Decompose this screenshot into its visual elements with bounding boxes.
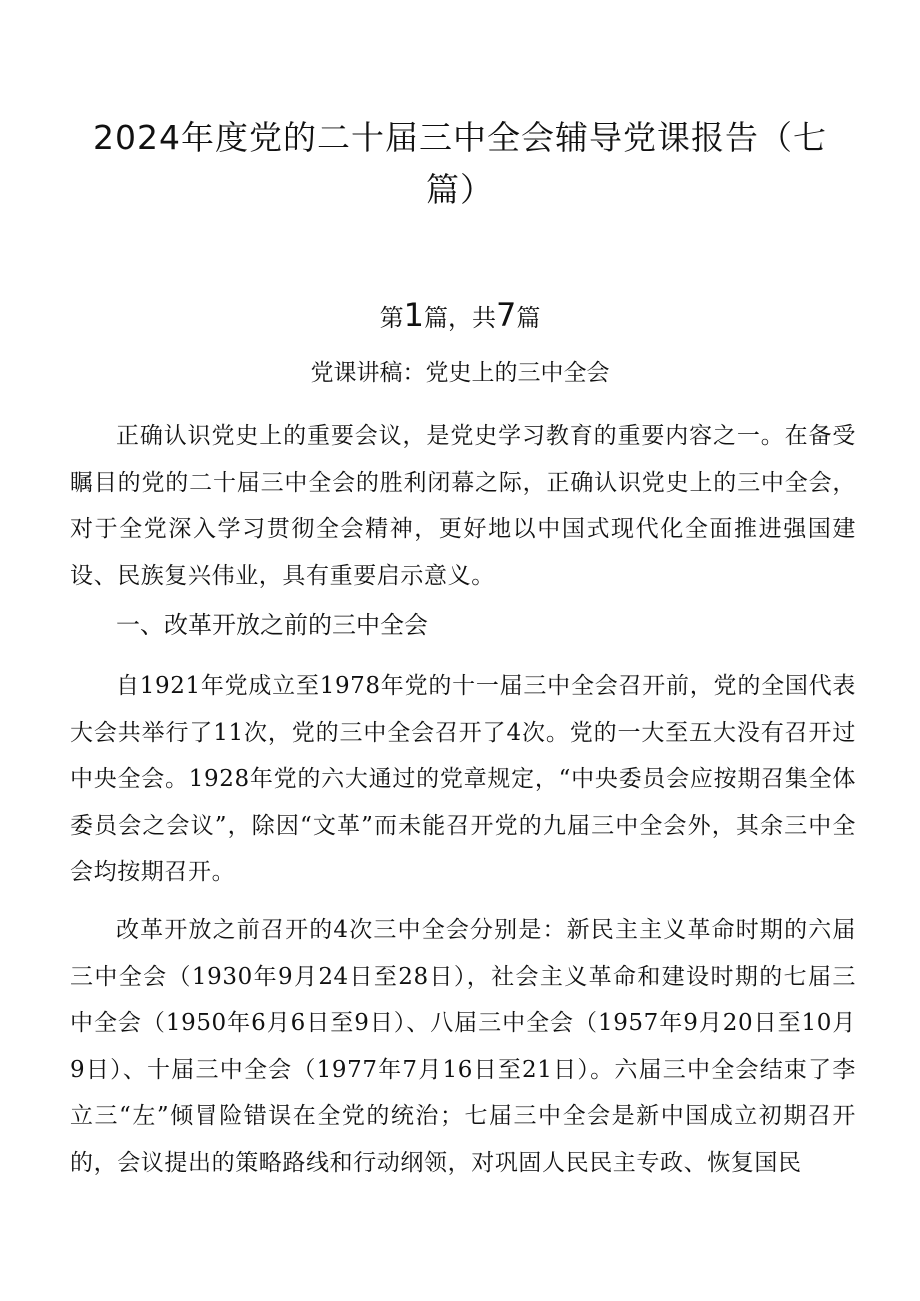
document-title: 2024年度党的二十届三中全会辅导党课报告（七篇） bbox=[93, 118, 827, 209]
part-middle: 篇，共 bbox=[424, 304, 496, 332]
section-heading: 一、改革开放之前的三中全会 bbox=[116, 611, 428, 639]
part-suffix: 篇 bbox=[516, 304, 541, 332]
section-paragraph: 改革开放之前召开的4次三中全会分别是：新民主主义革命时期的六届三中全会（1930年9月24日至28日），社会主义革命和建设时期的七届三中全会（1950年6月6日至9日）、八届三中全会（1957年9月20日至10月9日）、十届三中全会（1977年7月16日至21日）。六届三中全会结束了李立三“左”倾冒险错误在全党的统治；七届三中全会是新中国成立初期召开的，会议提出的策略路线和行动纲领，对巩固人民民主专政、恢复国民 bbox=[70, 917, 856, 1176]
part-indicator bbox=[0, 295, 920, 338]
intro-paragraph: 正确认识党史上的重要会议，是党史学习教育的重要内容之一。在备受瞩目的党的二十届三中全会的胜利闭幕之际，正确认识党史上的三中全会，对于全党深入学习贯彻全会精神，更好地以中国式现代化全面推进强国建设、民族复兴伟业，具有重要启示意义。 bbox=[70, 423, 856, 589]
part-prefix: 第 bbox=[379, 304, 404, 332]
section-paragraph: 自1921年党成立至1978年党的十一届三中全会召开前，党的全国代表大会共举行了11次，党的三中全会召开了4次。党的一大至五大没有召开过中央全会。1928年党的六大通过的党章规定，“中央委员会应按期召集全体委员会之会议”，除因“文革”而未能召开党的九届三中全会外，其余三中全会均按期召开。 bbox=[70, 673, 856, 885]
part-total-number: 7 bbox=[496, 296, 517, 334]
part-current-number: 1 bbox=[403, 296, 424, 334]
lecture-subtitle: 党课讲稿：党史上的三中全会 bbox=[310, 360, 610, 386]
